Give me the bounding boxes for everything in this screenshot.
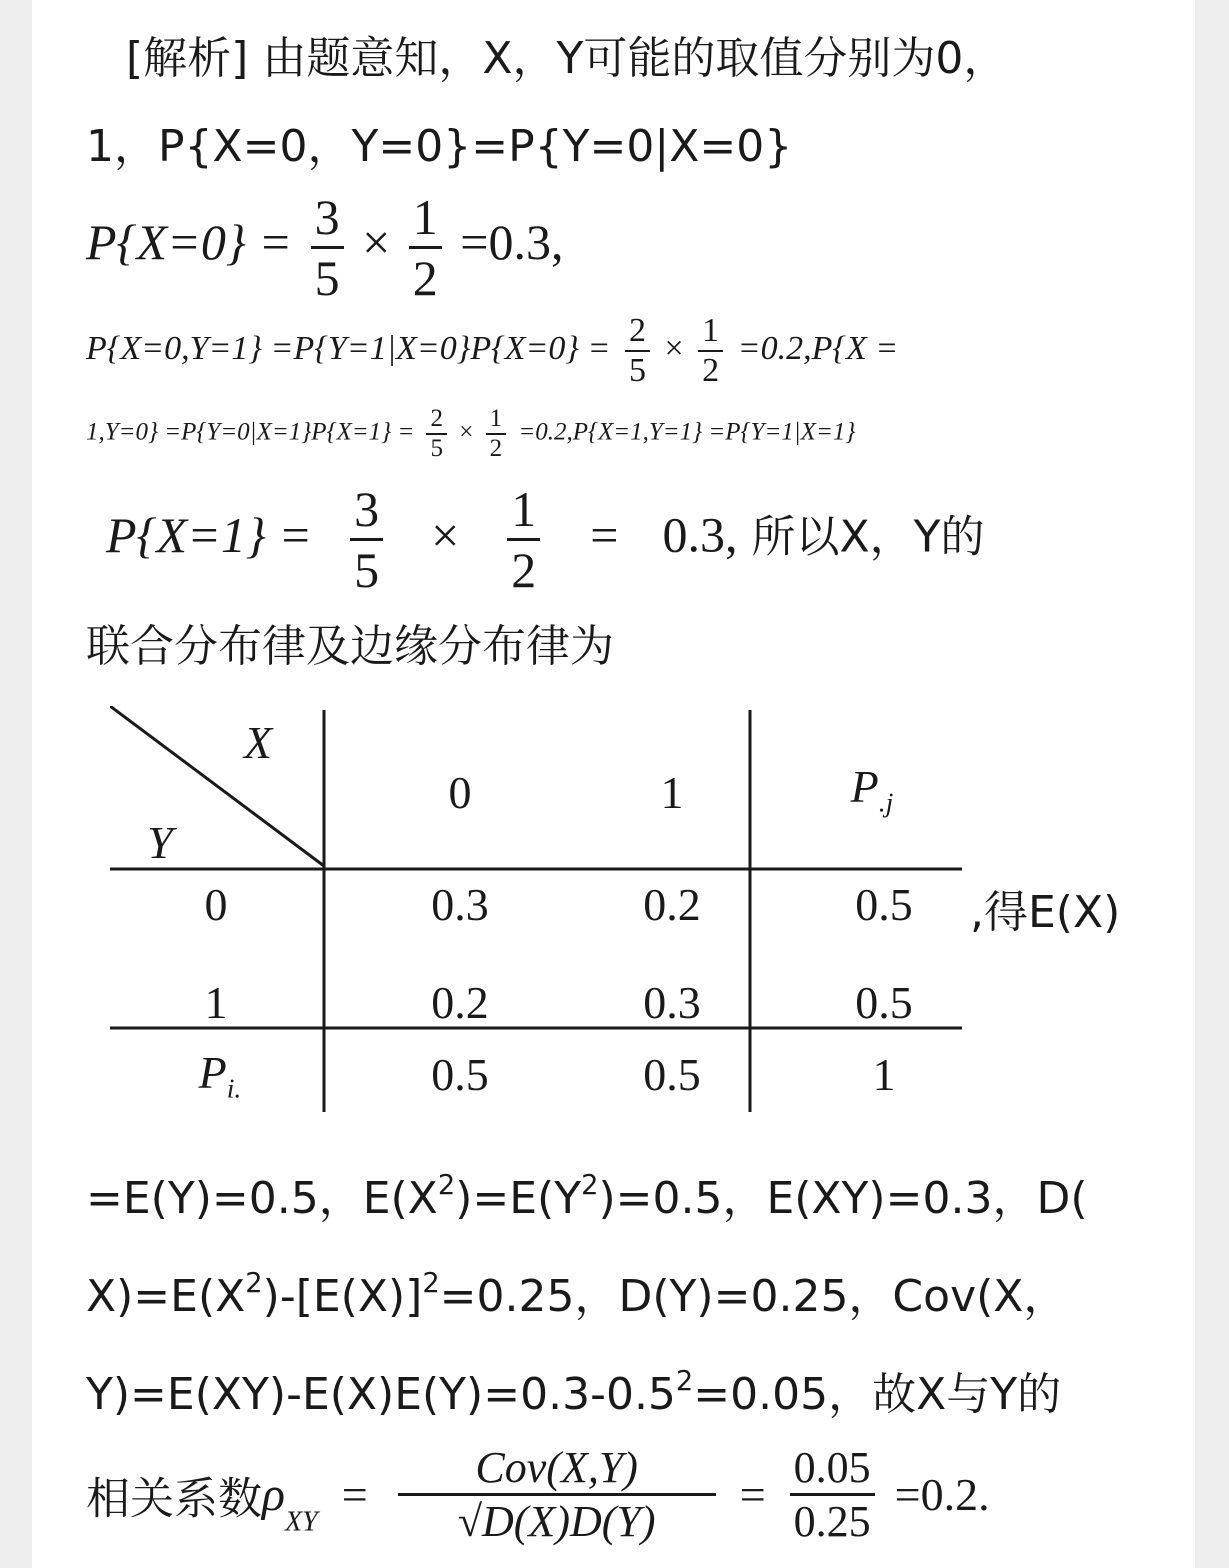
eq1-f2-den: 2: [409, 246, 442, 307]
c2-part-c: =0.25，D(Y)=0.25，Cov(X，: [439, 1271, 1068, 1322]
eq4-f2-den: 2: [507, 538, 540, 599]
c1-sup-1: 2: [437, 1169, 456, 1201]
table-cell: 0.2: [643, 879, 701, 930]
eq3-f2-den: 2: [486, 433, 507, 463]
conclusion-line-3: [86, 1358, 1061, 1422]
eq1-lhs: P{X=0} =: [86, 213, 293, 270]
cov-numerator: [398, 1442, 716, 1493]
c1-part-b: )=E(Y: [455, 1173, 582, 1224]
table-row-label-1: 1: [204, 977, 228, 1028]
eq1-fraction-1: [311, 188, 344, 307]
fraction-numerator: 0.05: [793, 1443, 871, 1492]
eq4-fraction-2: [507, 480, 540, 599]
equation-px1: [86, 480, 985, 599]
eq2-fraction-1: [625, 312, 650, 390]
rho-subscript: XY: [285, 1506, 318, 1538]
conclusion-line-1: [86, 1162, 1088, 1226]
eq3-rhs: =0.2,P{X=1,Y=1} =P{Y=1|X=1}: [518, 418, 856, 446]
c3-sup: 2: [675, 1365, 694, 1397]
conclusion-line-2: [86, 1260, 1067, 1324]
after-table-text: [970, 876, 1120, 940]
eq4-lhs: P{X=1} =: [106, 506, 313, 563]
eq3-f1-num: 2: [430, 405, 443, 432]
table-row-label-0: 0: [204, 879, 228, 930]
c1-sup-2: 2: [581, 1169, 599, 1201]
eq2-f2-num: 1: [702, 312, 720, 349]
eq4-f1-den: 5: [350, 538, 383, 599]
table-col-header-1: 1: [660, 767, 684, 818]
table-lead-text: 联合分布律及边缘分布律为: [86, 621, 614, 672]
table-row-label-marginal: [160, 1046, 280, 1105]
correlation-value-fraction: [790, 1442, 875, 1547]
marginal-p-symbol: P: [850, 761, 879, 812]
table-cell: 0.3: [643, 977, 701, 1028]
table-corner-y: Y: [147, 817, 173, 868]
eq3-lhs: 1,Y=0} =P{Y=0|X=1}P{X=1} =: [86, 418, 415, 446]
eq4-times: ×: [431, 506, 460, 563]
correlation-fraction: [398, 1442, 716, 1547]
after-table-label: ,得E(X): [970, 887, 1121, 938]
table-cell: 0.5: [431, 1049, 489, 1100]
eq3-f2-num: 1: [489, 405, 503, 432]
c2-sup-2: 2: [422, 1267, 440, 1299]
equation-px1y0: [86, 405, 855, 463]
eq1-f2-num: 1: [412, 189, 438, 245]
solution-card: [32, 0, 1195, 1568]
table-corner-x: X: [243, 717, 273, 768]
table-cell: 0.2: [431, 977, 489, 1028]
rho-symbol: ρ: [262, 1468, 286, 1521]
eq2-lhs: P{X=0,Y=1} =P{Y=1|X=0}P{X=0} =: [86, 329, 611, 367]
correlation-prefix: 相关系数: [86, 1473, 262, 1525]
intro-text-1: [解析] 由题意知，X，Y可能的取值分别为0，: [126, 33, 1008, 84]
table-cell: 0.5: [643, 1049, 701, 1100]
table-cell: 0.3: [431, 879, 489, 930]
eq2-rhs: =0.2,P{X =: [737, 329, 899, 367]
c2-sup-1: 2: [245, 1267, 263, 1299]
eq4-equals: =: [590, 506, 619, 563]
table-col-header-marginal: [792, 760, 952, 819]
eq2-f2-den: 2: [698, 350, 723, 390]
marginal-p-sub: .j: [878, 786, 894, 818]
table-lead: [86, 610, 614, 674]
intro-line-1: [86, 22, 1007, 86]
eq3-fraction-2: [486, 405, 507, 463]
eq3-fraction-1: [426, 405, 447, 463]
marginal-p-symbol: P: [198, 1047, 227, 1098]
variance-denominator: √D(X)D(Y): [398, 1493, 716, 1547]
cov-text: Cov(X,Y): [475, 1443, 638, 1492]
intro-text-2: 1，P{X=0，Y=0}=P{Y=0|X=0}: [86, 121, 793, 172]
table-cell: 0.5: [855, 879, 913, 930]
c3-part-a: Y)=E(XY)-E(X)E(Y)=0.3-0.5: [86, 1369, 676, 1420]
eq2-fraction-2: [698, 312, 723, 390]
c2-part-a: X)=E(X: [86, 1271, 246, 1322]
eq4-fraction-1: [350, 480, 383, 599]
c1-part-c: )=0.5，E(XY)=0.3，D(: [598, 1173, 1088, 1224]
table-cell: 1: [872, 1049, 896, 1100]
eq3-times: ×: [459, 418, 474, 446]
table-cell: 0.5: [855, 977, 913, 1028]
eq2-times: ×: [664, 329, 684, 367]
intro-line-2: [86, 110, 792, 174]
joint-distribution-table: [110, 706, 970, 1116]
eq2-f1-num: 2: [628, 312, 646, 349]
marginal-p-sub: i.: [226, 1072, 242, 1104]
c2-part-b: )-[E(X)]: [262, 1271, 423, 1322]
correlation-equals-1: =: [341, 1469, 368, 1520]
eq1-times: ×: [362, 213, 391, 270]
eq1-rhs: =0.3,: [460, 213, 564, 270]
eq2-f1-den: 5: [625, 350, 650, 390]
equation-px0: [86, 188, 563, 307]
eq4-rhs: 0.3,: [662, 506, 738, 563]
table-col-header-0: 0: [448, 767, 472, 818]
correlation-equals-2: =: [739, 1469, 766, 1520]
correlation-line: [86, 1442, 990, 1547]
eq1-f1-num: 3: [314, 189, 340, 245]
eq4-f1-num: 3: [354, 481, 380, 537]
c3-part-b: =0.05，故X与Y的: [693, 1369, 1062, 1420]
eq1-fraction-2: [409, 188, 442, 307]
fraction-denominator: 0.25: [790, 1493, 875, 1547]
equation-px0y1: [86, 312, 898, 390]
correlation-result: =0.2.: [894, 1469, 990, 1520]
eq3-f1-den: 5: [426, 433, 447, 463]
eq4-tail: 所以X，Y的: [751, 511, 985, 563]
eq1-f1-den: 5: [311, 246, 344, 307]
eq4-f2-num: 1: [511, 481, 537, 537]
c1-part-a: =E(Y)=0.5，E(X: [86, 1173, 438, 1224]
